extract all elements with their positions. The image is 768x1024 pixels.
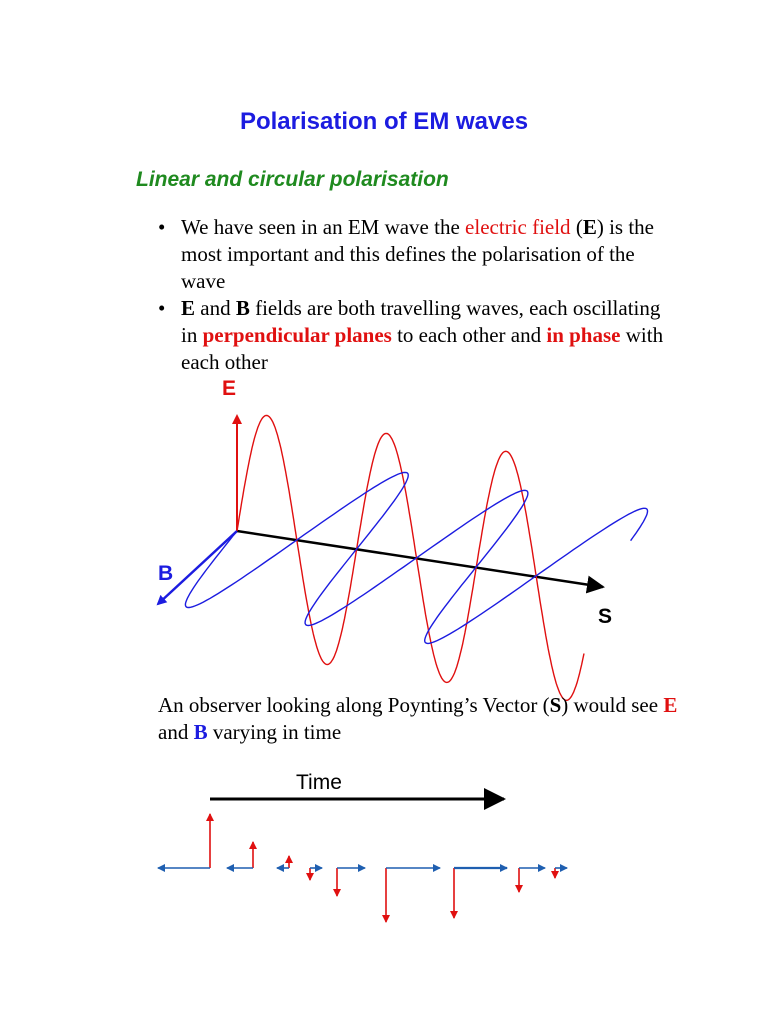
snapshot xyxy=(158,814,210,868)
bullet-text: to each other and xyxy=(391,323,547,347)
observer-text: and xyxy=(158,720,194,744)
electric-field-term: electric field xyxy=(465,215,571,239)
in-phase-term: in phase xyxy=(546,323,621,347)
b-symbol: B xyxy=(235,296,250,320)
snapshot xyxy=(310,868,322,880)
observer-text: ) would see xyxy=(561,693,664,717)
e-symbol: E xyxy=(663,693,678,717)
s-axis-label: S xyxy=(598,605,613,628)
e-symbol: E xyxy=(181,296,196,320)
bullet-text: ) is the most important and this defines the polarisation of the wave xyxy=(181,215,654,293)
e-axis-label: E xyxy=(222,377,237,400)
observer-text: varying in time xyxy=(207,720,342,744)
perpendicular-planes-term: perpendicular planes xyxy=(202,323,392,347)
e-symbol: E xyxy=(582,215,597,239)
snapshot xyxy=(454,868,507,918)
b-axis-arrow xyxy=(158,531,237,604)
observer-text: An observer looking along Poynting’s Vector ( xyxy=(158,693,550,717)
time-label: Time xyxy=(296,771,342,794)
bullet-text: and xyxy=(195,296,236,320)
bullet-text: with each other xyxy=(181,323,664,374)
s-symbol: S xyxy=(549,693,562,717)
snapshot xyxy=(227,842,253,868)
snapshot xyxy=(386,868,440,922)
page-title: Polarisation of EM waves xyxy=(239,108,529,135)
magnetic-field-wave xyxy=(185,472,647,643)
bullet-text: We have seen in an EM wave the xyxy=(181,215,466,239)
bullet-text: ( xyxy=(570,215,583,239)
snapshot xyxy=(519,868,545,892)
b-symbol: B xyxy=(193,720,208,744)
bullet-text: fields are both travelling waves, each oscillating in xyxy=(181,296,661,347)
section-subtitle: Linear and circular polarisation xyxy=(136,168,449,191)
snapshot xyxy=(555,868,567,878)
snapshot xyxy=(277,856,289,868)
snapshot xyxy=(337,868,365,896)
b-axis-label: B xyxy=(158,562,174,585)
observer-paragraph xyxy=(158,692,678,746)
observer-snapshots xyxy=(158,814,567,922)
